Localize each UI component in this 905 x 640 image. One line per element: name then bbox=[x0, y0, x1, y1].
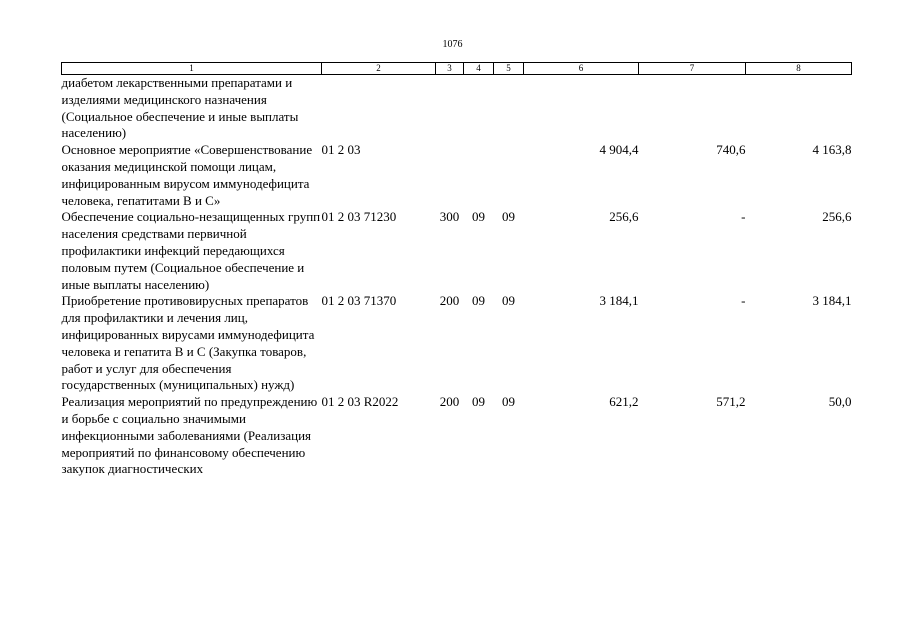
expense-type bbox=[436, 142, 464, 209]
amount-col8: 3 184,1 bbox=[812, 293, 852, 309]
amount-total: 3 184,1 bbox=[599, 293, 639, 309]
column-number-row bbox=[62, 63, 852, 75]
section-code: 09 bbox=[472, 394, 485, 410]
section-code bbox=[464, 75, 494, 143]
subsection-code: 09 bbox=[502, 293, 515, 309]
item-name: диабетом лекарственными препаратами и изделиями медицинского назначения (Социальное обеспечение и иные выплаты населению) bbox=[61, 75, 299, 141]
table-row bbox=[62, 209, 852, 293]
column-header: 6 bbox=[524, 63, 639, 75]
column-header: 4 bbox=[464, 63, 494, 75]
subsection-code: 09 bbox=[502, 209, 515, 225]
subsection-code: 09 bbox=[502, 394, 515, 410]
item-name: Приобретение противовирусных препаратов для профилактики и лечения лиц, инфицированных вирусами иммунодефицита человека и гепатита В и С (Закупка товаров, работ и услуг для обеспечения государственных (муниципальных) нужд) bbox=[61, 293, 315, 393]
expense-type: 300 bbox=[439, 209, 460, 225]
table-row bbox=[62, 293, 852, 394]
amount-total bbox=[524, 75, 639, 143]
page-number: 1076 bbox=[442, 39, 463, 50]
amount-col8: 4 163,8 bbox=[812, 142, 852, 158]
amount-col7: - bbox=[741, 209, 746, 225]
item-code bbox=[322, 75, 436, 143]
amount-col7 bbox=[639, 75, 746, 143]
expense-type: 200 bbox=[439, 394, 460, 410]
amount-total: 256,6 bbox=[609, 209, 639, 225]
amount-col7: - bbox=[741, 293, 746, 309]
amount-col8 bbox=[746, 75, 852, 143]
table-row bbox=[62, 394, 852, 478]
expense-type: 200 bbox=[439, 293, 460, 309]
item-name: Обеспечение социально-незащищенных групп населения средствами первичной профилактики инфекций передающихся половым путем (Социальное обеспечение и иные выплаты населению) bbox=[61, 209, 321, 292]
amount-total: 4 904,4 bbox=[599, 142, 639, 158]
subsection-code bbox=[494, 75, 524, 143]
amount-col8: 50,0 bbox=[828, 394, 852, 410]
item-name: Основное мероприятие «Совершенствование оказания медицинской помощи лицам, инфицированным вирусом иммунодефицита человека, гепатитами В и С» bbox=[61, 142, 313, 208]
item-code: 01 2 03 R2022 bbox=[321, 394, 399, 410]
section-code: 09 bbox=[472, 209, 485, 225]
column-header: 2 bbox=[322, 63, 436, 75]
table-row bbox=[62, 142, 852, 209]
budget-table bbox=[61, 62, 852, 478]
amount-col7: 740,6 bbox=[716, 142, 746, 158]
item-code: 01 2 03 bbox=[321, 142, 361, 158]
item-name: Реализация мероприятий по предупреждению и борьбе с социально значимыми инфекционными заболеваниями (Реализация мероприятий по финансовому обеспечению закупок диагностических bbox=[61, 394, 318, 477]
column-header: 7 bbox=[639, 63, 746, 75]
item-code: 01 2 03 71230 bbox=[321, 209, 397, 225]
section-code bbox=[464, 142, 494, 209]
subsection-code bbox=[494, 142, 524, 209]
column-header: 8 bbox=[746, 63, 852, 75]
item-code: 01 2 03 71370 bbox=[321, 293, 397, 309]
amount-col7: 571,2 bbox=[716, 394, 746, 410]
table-row bbox=[62, 75, 852, 143]
section-code: 09 bbox=[472, 293, 485, 309]
amount-total: 621,2 bbox=[609, 394, 639, 410]
expense-type bbox=[436, 75, 464, 143]
column-header: 1 bbox=[62, 63, 322, 75]
column-header: 5 bbox=[494, 63, 524, 75]
column-header: 3 bbox=[436, 63, 464, 75]
amount-col8: 256,6 bbox=[822, 209, 852, 225]
